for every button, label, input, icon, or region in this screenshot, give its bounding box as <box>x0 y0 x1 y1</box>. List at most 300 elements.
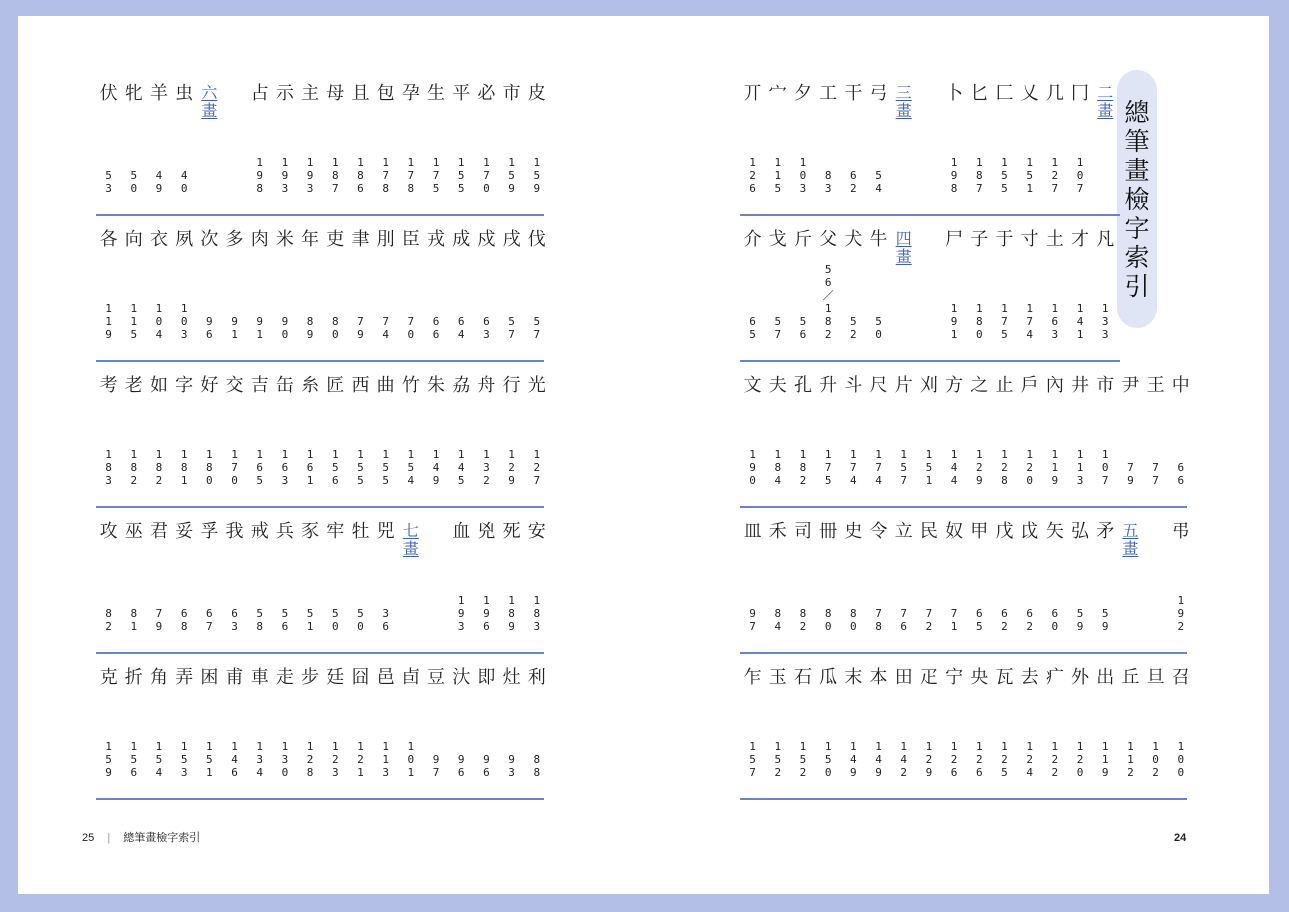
index-character: 乍 <box>743 667 762 688</box>
page-reference: 1 3 3 <box>1101 302 1109 341</box>
stroke-count-heading <box>1118 522 1143 648</box>
index-character: 尸 <box>945 229 964 250</box>
index-entry <box>1042 668 1067 794</box>
page-reference: 8 9 <box>306 315 314 341</box>
page-reference: 1 6 3 <box>281 448 289 487</box>
index-entry <box>765 668 790 794</box>
row-divider <box>740 360 1120 362</box>
page-reference: 1 5 5 <box>457 156 465 195</box>
page-reference: 8 8 <box>533 753 541 779</box>
index-character: 市 <box>1096 375 1115 396</box>
page-reference: 1 8 2 <box>155 448 163 487</box>
index-character: 父 <box>819 229 838 250</box>
index-character: 匠 <box>326 375 345 396</box>
index-character: 尺 <box>869 375 888 396</box>
row-divider <box>96 652 544 654</box>
index-character: 宀 <box>768 83 787 104</box>
index-entry <box>499 376 524 502</box>
page-reference: 1 4 2 <box>900 740 908 779</box>
index-character: 本 <box>869 667 888 688</box>
page-reference: 1 8 9 <box>508 594 515 633</box>
index-character: 戌 <box>502 229 521 250</box>
index-entry <box>916 668 941 794</box>
index-entry <box>790 376 815 502</box>
index-entry <box>197 522 222 648</box>
index-character: 多 <box>225 229 244 250</box>
page-reference: 9 1 <box>231 315 238 341</box>
index-entry <box>499 84 524 210</box>
index-entry <box>222 230 247 356</box>
index-entry <box>247 84 272 210</box>
page-reference: 1 8 7 <box>975 156 983 195</box>
page-reference: 1 5 4 <box>407 448 415 487</box>
index-entry <box>146 668 171 794</box>
stroke-count-heading <box>1093 84 1118 210</box>
index-character: 末 <box>844 667 863 688</box>
left-index-row <box>96 84 549 210</box>
page-reference: 7 9 <box>155 607 163 633</box>
index-character: 伐 <box>527 229 546 250</box>
index-entry <box>172 230 197 356</box>
page-reference: 1 5 0 <box>824 740 832 779</box>
index-entry <box>96 668 121 794</box>
page-reference: 1 1 3 <box>1076 448 1084 487</box>
page-reference: 1 2 4 <box>1026 740 1033 779</box>
index-character: 去 <box>1020 667 1039 688</box>
page-reference: 1 4 9 <box>875 740 882 779</box>
index-character: 戈 <box>768 229 787 250</box>
index-character: 臣 <box>401 229 420 250</box>
page-reference: 1 4 6 <box>231 740 238 779</box>
index-entry <box>524 522 549 648</box>
index-character: 瓜 <box>819 667 838 688</box>
page-reference: 1 9 1 <box>950 302 958 341</box>
index-character: 戉 <box>1020 521 1039 542</box>
index-entry <box>1017 376 1042 502</box>
index-character: 夫 <box>768 375 787 396</box>
index-character: 舟 <box>477 375 496 396</box>
index-entry <box>348 230 373 356</box>
index-entry <box>790 230 815 356</box>
index-entry <box>373 376 398 502</box>
index-character: 弄 <box>175 667 194 688</box>
index-character: 次 <box>200 229 219 250</box>
index-entry <box>222 522 247 648</box>
index-character: 央 <box>970 667 989 688</box>
index-entry <box>348 376 373 502</box>
sidebar-title-char: 檢 <box>1124 184 1150 214</box>
index-entry <box>816 376 841 502</box>
index-character: 劦 <box>452 375 471 396</box>
index-character: 朱 <box>427 375 446 396</box>
index-entry <box>841 84 866 210</box>
page-reference: 1 8 7 <box>331 156 339 195</box>
page-reference: 7 9 <box>1127 461 1134 487</box>
index-entry <box>992 522 1017 648</box>
page-reference: 1 9 3 <box>457 594 465 633</box>
index-entry <box>1042 84 1067 210</box>
index-character: 折 <box>124 667 143 688</box>
index-entry <box>197 376 222 502</box>
index-entry <box>121 668 146 794</box>
page-reference: 1 4 9 <box>432 448 440 487</box>
index-entry <box>474 668 499 794</box>
page-reference: 1 0 3 <box>180 302 188 341</box>
page-reference: 1 0 7 <box>1101 448 1109 487</box>
index-character: 攻 <box>99 521 118 542</box>
index-character: 母 <box>326 83 345 104</box>
index-character: 羊 <box>149 83 168 104</box>
page-reference: 1 8 3 <box>533 594 541 633</box>
index-entry <box>121 376 146 502</box>
index-entry <box>146 84 171 210</box>
page-reference: 8 2 <box>799 607 807 633</box>
index-entry <box>272 668 297 794</box>
index-entry <box>992 84 1017 210</box>
page-reference: 1 9 6 <box>483 594 490 633</box>
left-footer-title: 總筆畫檢字索引 <box>123 832 201 844</box>
index-character: 巫 <box>124 521 143 542</box>
index-entry <box>1067 522 1092 648</box>
index-character: 斗 <box>844 375 863 396</box>
index-entry <box>96 84 121 210</box>
index-character: 好 <box>200 375 219 396</box>
page-reference: 1 5 1 <box>1026 156 1033 195</box>
page-reference: 6 8 <box>180 607 188 633</box>
index-entry <box>524 84 549 210</box>
index-character: 奴 <box>945 521 964 542</box>
index-character: 皿 <box>743 521 762 542</box>
index-entry <box>866 376 891 502</box>
index-entry <box>449 230 474 356</box>
page-reference: 1 2 2 <box>1051 740 1059 779</box>
index-entry <box>891 376 916 502</box>
index-character: 弔 <box>1171 521 1190 542</box>
page-reference: 6 7 <box>206 607 213 633</box>
stroke-count-label: 三 畫 <box>895 83 912 120</box>
index-entry <box>272 84 297 210</box>
page-reference: 1 7 8 <box>382 156 389 195</box>
stroke-count-label: 六 畫 <box>201 83 218 120</box>
page-reference: 1 8 0 <box>206 448 213 487</box>
page-reference: 1 5 2 <box>799 740 807 779</box>
index-entry <box>423 668 448 794</box>
index-character: 成 <box>452 229 471 250</box>
index-character: 匚 <box>995 83 1014 104</box>
row-divider <box>740 652 1187 654</box>
index-character: 行 <box>502 375 521 396</box>
index-character: 糸 <box>301 375 320 396</box>
stroke-count-heading <box>891 230 916 356</box>
index-character: 石 <box>793 667 812 688</box>
page-reference: 6 5 <box>749 315 756 341</box>
index-character: 井 <box>1071 375 1090 396</box>
index-entry <box>272 376 297 502</box>
index-character: 子 <box>970 229 989 250</box>
page-reference: 1 5 5 <box>357 448 364 487</box>
index-entry <box>121 84 146 210</box>
page-reference: 1 7 5 <box>824 448 832 487</box>
index-entry <box>816 84 841 210</box>
index-character: 几 <box>1045 83 1064 104</box>
index-character: 宁 <box>945 667 964 688</box>
index-entry <box>373 522 398 648</box>
page-reference: 1 4 4 <box>950 448 958 487</box>
index-entry <box>1067 84 1092 210</box>
spacer <box>1143 522 1168 648</box>
index-character: 廷 <box>326 667 345 688</box>
page-reference: 5 7 <box>774 315 782 341</box>
page-reference: 1 5 6 <box>130 740 138 779</box>
index-character: 牛 <box>869 229 888 250</box>
index-character: 缶 <box>275 375 294 396</box>
page-reference: 1 1 5 <box>130 302 138 341</box>
page-reference: 5 9 <box>1101 607 1109 633</box>
page-reference: 5 1 <box>306 607 314 633</box>
page-reference: 1 2 8 <box>1001 448 1008 487</box>
page-reference: 3 6 <box>382 607 389 633</box>
index-character: 且 <box>351 83 370 104</box>
index-character: 戍 <box>477 229 496 250</box>
index-character: 矛 <box>1096 521 1115 542</box>
page-reference: 9 6 <box>457 753 465 779</box>
page-reference: 9 3 <box>508 753 515 779</box>
index-character: 角 <box>149 667 168 688</box>
index-character: 方 <box>945 375 964 396</box>
page-reference: 7 2 <box>925 607 933 633</box>
spacer <box>222 84 247 210</box>
page-reference: 1 7 0 <box>483 156 490 195</box>
index-character: 向 <box>124 229 143 250</box>
index-character: 兕 <box>376 521 395 542</box>
index-entry <box>298 668 323 794</box>
page-reference: 1 6 1 <box>306 448 314 487</box>
page-reference: 6 4 <box>457 315 465 341</box>
index-character: 虫 <box>175 83 194 104</box>
index-character: 片 <box>894 375 913 396</box>
index-entry <box>96 522 121 648</box>
index-entry <box>1017 668 1042 794</box>
page-reference: 1 0 1 <box>407 740 415 779</box>
stroke-count-label: 五 畫 <box>1122 521 1139 558</box>
index-character: 示 <box>275 83 294 104</box>
page-reference: 1 9 3 <box>281 156 289 195</box>
index-entry <box>1067 668 1092 794</box>
index-character: 止 <box>995 375 1014 396</box>
page-reference: 9 6 <box>483 753 490 779</box>
index-entry <box>398 376 423 502</box>
index-entry <box>1042 522 1067 648</box>
index-character: 車 <box>250 667 269 688</box>
index-entry <box>841 668 866 794</box>
index-entry <box>298 230 323 356</box>
page-reference: 1 9 8 <box>256 156 264 195</box>
index-character: 平 <box>452 83 471 104</box>
page-reference: 1 2 1 <box>357 740 364 779</box>
index-character: 玉 <box>768 667 787 688</box>
index-entry <box>348 84 373 210</box>
index-character: 吉 <box>250 375 269 396</box>
page-reference: 1 5 1 <box>206 740 213 779</box>
page-reference: 1 0 4 <box>155 302 163 341</box>
index-character: 利 <box>527 667 546 688</box>
index-entry <box>222 668 247 794</box>
index-entry <box>916 376 941 502</box>
index-entry <box>1093 668 1118 794</box>
page-reference: 1 5 7 <box>749 740 756 779</box>
index-entry <box>942 668 967 794</box>
page-reference: 5 7 <box>533 315 541 341</box>
index-entry <box>146 376 171 502</box>
index-entry <box>474 522 499 648</box>
index-entry <box>740 376 765 502</box>
index-character: 干 <box>844 83 863 104</box>
page-reference: 1 9 3 <box>306 156 314 195</box>
index-entry <box>992 376 1017 502</box>
index-character: 禾 <box>768 521 787 542</box>
index-entry <box>1143 376 1168 502</box>
row-divider <box>740 214 1120 216</box>
index-character: 凡 <box>1096 229 1115 250</box>
index-character: 即 <box>477 667 496 688</box>
index-character: 灶 <box>502 667 521 688</box>
page-reference: 5 6 <box>799 315 807 341</box>
page-reference: 1 2 7 <box>533 448 541 487</box>
index-character: 文 <box>743 375 762 396</box>
index-character: 汏 <box>452 667 471 688</box>
page-reference: 7 4 <box>382 315 389 341</box>
page-reference: 1 3 0 <box>281 740 289 779</box>
index-entry <box>790 84 815 210</box>
index-entry <box>992 668 1017 794</box>
index-character: 甲 <box>970 521 989 542</box>
left-index-row <box>96 376 549 502</box>
index-character: 兵 <box>275 521 294 542</box>
page-reference: 1 9 2 <box>1177 594 1185 633</box>
index-character: 內 <box>1045 375 1064 396</box>
index-character: 出 <box>1096 667 1115 688</box>
index-character: 才 <box>1071 229 1090 250</box>
index-entry <box>197 668 222 794</box>
page-reference: 1 1 3 <box>382 740 389 779</box>
index-entry <box>423 230 448 356</box>
page-reference: 1 6 3 <box>1051 302 1059 341</box>
index-entry <box>1017 84 1042 210</box>
index-character: 牢 <box>326 521 345 542</box>
right-index-row <box>740 668 1193 794</box>
index-character: 矢 <box>1045 521 1064 542</box>
index-entry <box>121 522 146 648</box>
index-character: 之 <box>970 375 989 396</box>
page-reference: 1 0 3 <box>799 156 807 195</box>
index-character: 孕 <box>401 83 420 104</box>
page-reference: 1 2 0 <box>1076 740 1084 779</box>
index-entry <box>423 84 448 210</box>
index-entry <box>1067 230 1092 356</box>
index-entry <box>1017 230 1042 356</box>
page-reference: 6 5 <box>975 607 983 633</box>
index-character: 克 <box>99 667 118 688</box>
sidebar-title-char: 字 <box>1124 213 1150 243</box>
index-entry <box>348 522 373 648</box>
page-reference: 1 2 7 <box>1051 156 1059 195</box>
index-entry <box>816 522 841 648</box>
index-character: 伏 <box>99 83 118 104</box>
page-reference: 9 1 <box>256 315 264 341</box>
page-reference: 1 5 9 <box>508 156 515 195</box>
index-entry <box>816 230 841 356</box>
page-reference: 6 2 <box>1001 607 1008 633</box>
page-reference: 7 8 <box>875 607 882 633</box>
index-entry <box>323 376 348 502</box>
page-reference: 1 5 2 <box>774 740 782 779</box>
index-entry <box>474 230 499 356</box>
index-entry <box>146 230 171 356</box>
index-entry <box>172 376 197 502</box>
index-entry <box>247 522 272 648</box>
page-reference: 1 2 9 <box>508 448 515 487</box>
index-character: 乂 <box>1020 83 1039 104</box>
index-title-tab <box>1117 70 1157 328</box>
sidebar-title-char: 引 <box>1124 271 1150 301</box>
index-character: 外 <box>1071 667 1090 688</box>
page-reference: 6 3 <box>483 315 490 341</box>
page-reference: 1 2 9 <box>925 740 933 779</box>
page-reference: 5 0 <box>331 607 339 633</box>
index-entry <box>1093 376 1118 502</box>
row-divider <box>740 798 1187 800</box>
page-reference: 6 3 <box>231 607 238 633</box>
index-entry <box>373 668 398 794</box>
index-entry <box>373 84 398 210</box>
index-entry <box>323 668 348 794</box>
page-reference: 8 0 <box>850 607 857 633</box>
index-character: 步 <box>301 667 320 688</box>
index-character: 戒 <box>250 521 269 542</box>
page-reference: 1 8 1 <box>180 448 188 487</box>
index-character: 工 <box>819 83 838 104</box>
page-reference: 6 2 <box>1026 607 1033 633</box>
index-entry <box>449 522 474 648</box>
right-page-number: 24 <box>1174 832 1187 844</box>
index-entry <box>197 230 222 356</box>
index-entry <box>866 522 891 648</box>
index-entry <box>323 84 348 210</box>
page-reference: 5 0 <box>875 315 882 341</box>
page-reference: 8 4 <box>774 607 782 633</box>
index-entry <box>967 84 992 210</box>
index-entry <box>841 376 866 502</box>
index-character: 旦 <box>1146 667 1165 688</box>
stroke-count-heading <box>891 84 916 210</box>
index-character: 考 <box>99 375 118 396</box>
index-character: 年 <box>301 229 320 250</box>
left-index-row <box>96 668 549 794</box>
left-index-row <box>96 522 549 648</box>
index-entry <box>765 376 790 502</box>
index-character: 疒 <box>1045 667 1064 688</box>
index-entry <box>449 668 474 794</box>
index-entry <box>172 668 197 794</box>
page-reference: 4 0 <box>180 169 188 195</box>
index-entry <box>841 522 866 648</box>
index-entry <box>866 668 891 794</box>
page-reference: 5 8 <box>256 607 264 633</box>
index-entry <box>967 522 992 648</box>
index-character: 弓 <box>869 83 888 104</box>
index-entry <box>891 668 916 794</box>
index-character: 刈 <box>919 375 938 396</box>
